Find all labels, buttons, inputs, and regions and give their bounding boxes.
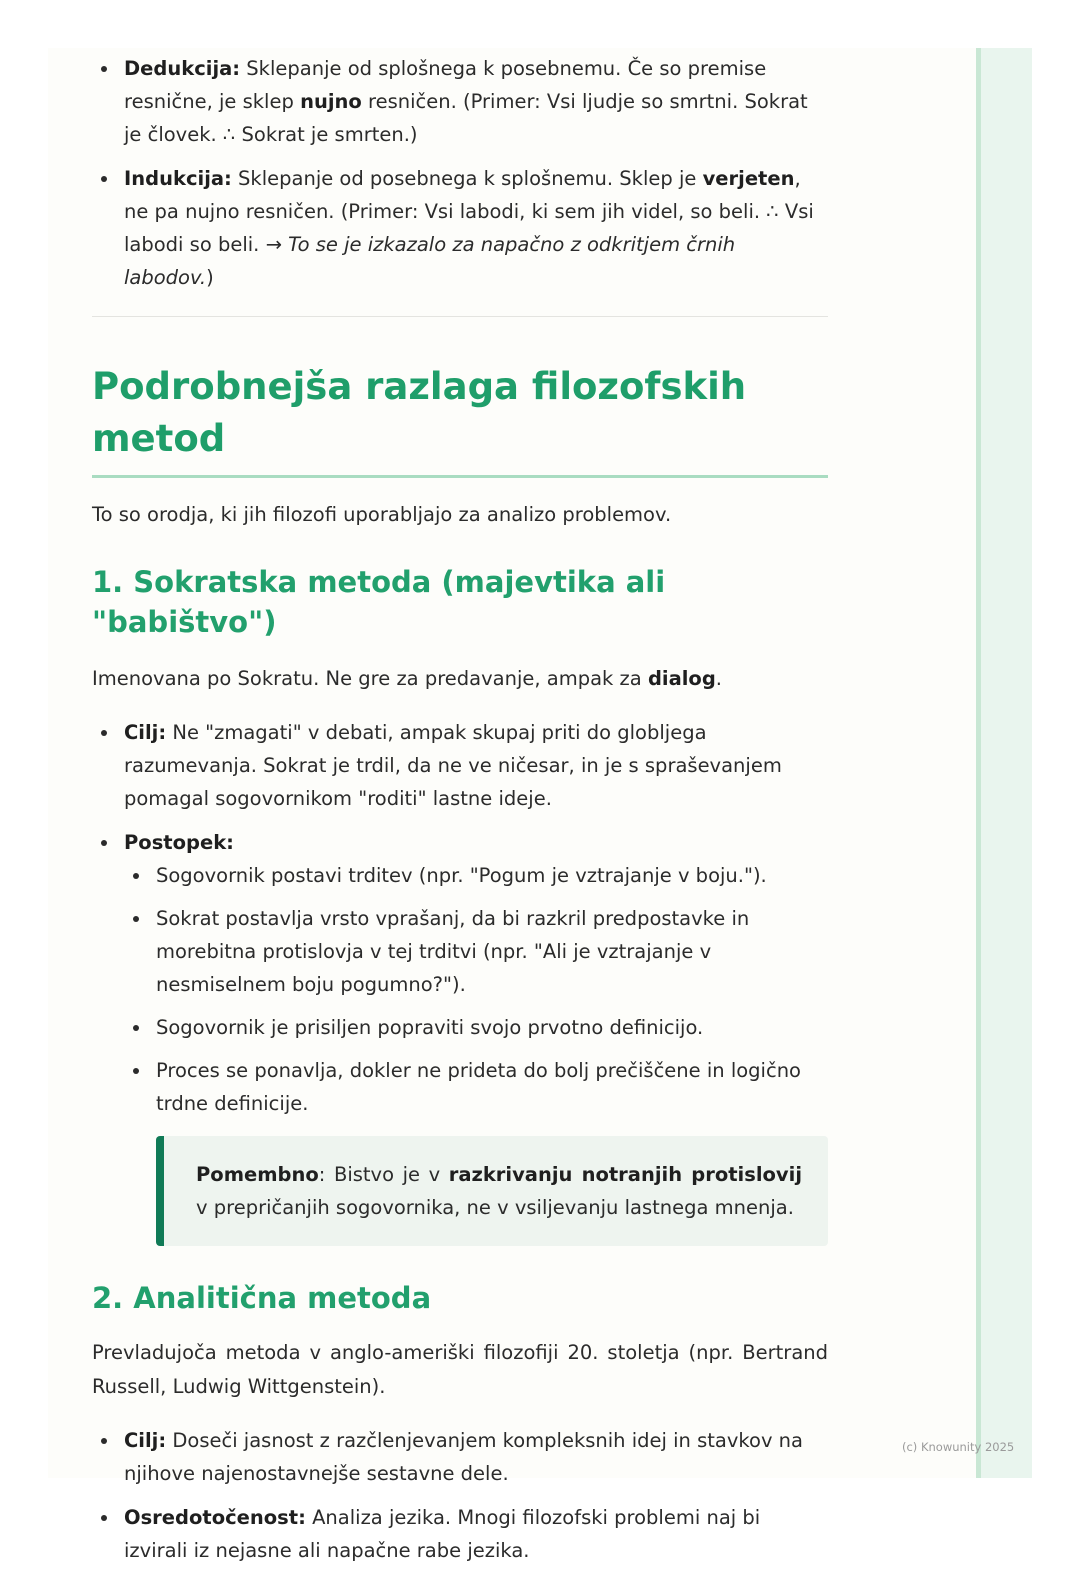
divider <box>92 316 828 317</box>
list-item-analytic-goal <box>92 1424 828 1490</box>
reasoning-list <box>92 52 828 294</box>
procedure-step: Proces se ponavlja, dokler ne prideta do bolj prečiščene in logično trdne definicije. <box>124 1054 828 1120</box>
term-analytic-goal: Cilj: <box>124 1429 167 1452</box>
procedure-step: Sokrat postavlja vrsto vprašanj, da bi razkril predpostavke in morebitna protislovja v tej trditvi (npr. "Ali je vztrajanje v nesmiselnem boju pogumno?"). <box>124 902 828 1001</box>
document-content <box>92 48 828 1578</box>
intro-paragraph: To so orodja, ki jih filozofi uporabljajo za analizo problemov. <box>92 503 672 526</box>
list-item-focus <box>92 1501 828 1567</box>
list-item-induction <box>92 162 828 294</box>
analytic-lead: Prevladujoča metoda v anglo-ameriški filozofiji 20. stoletja (npr. Bertrand Russell, Ludwig Wittgenstein). <box>92 1341 828 1398</box>
term-induction: Indukcija: <box>124 167 232 190</box>
induction-italic: To se je izkazalo za napačno z odkritjem črnih labodov. <box>124 233 736 289</box>
deduction-text-2: resničen. (Primer: Vsi ljudje so smrtni. Sokrat je človek. ∴ Sokrat je smrten.) <box>124 90 808 146</box>
important-callout <box>156 1136 828 1246</box>
term-goal: Cilj: <box>124 721 167 744</box>
procedure-step: Sogovornik je prisiljen popraviti svojo prvotno definicijo. <box>124 1011 828 1044</box>
analytic-goal-text: Doseči jasnost z razčlenjevanjem kompleksnih idej in stavkov na njihove najenostavnejše sestavne dele. <box>124 1429 803 1485</box>
section-heading-analytic: 2. Analitična metoda <box>92 1281 432 1315</box>
page-title: Podrobnejša razlaga filozofskih metod <box>92 361 828 478</box>
callout-text-1: : Bistvo je v <box>318 1163 449 1186</box>
term-procedure: Postopek: <box>124 831 234 854</box>
callout-text-2: v prepričanjih sogovornika, ne v vsiljevanju lastnega mnenja. <box>196 1196 794 1219</box>
goal-text: Ne "zmagati" v debati, ampak skupaj priti do globljega razumevanja. Sokrat je trdil, da ne ve ničesar, in je s spraševanjem pomagal sogovornikom "roditi" lastne ideje. <box>124 721 782 810</box>
deduction-bold: nujno <box>300 90 362 113</box>
deduction-text-1: Sklepanje od splošnega k posebnemu. Če so premise resnične, je sklep <box>124 57 767 113</box>
induction-bold: verjeten <box>702 167 795 190</box>
socratic-lead-bold: dialog <box>647 667 716 690</box>
term-focus: Osredotočenost: <box>124 1506 306 1529</box>
focus-text: Analiza jezika. Mnogi filozofski problemi naj bi izvirali iz nejasne ali napačne rabe jezika. <box>124 1506 761 1562</box>
copyright-footer: (c) Knowunity 2025 <box>902 1440 1015 1454</box>
analytic-list <box>92 1424 828 1567</box>
induction-text-2: , ne pa nujno resničen. (Primer: Vsi labodi, ki sem jih videl, so beli. ∴ Vsi labodi so beli. → <box>124 167 814 256</box>
callout-label: Pomembno <box>196 1163 319 1186</box>
socratic-list <box>92 716 828 1120</box>
induction-text-3: ) <box>206 266 214 289</box>
procedure-steps <box>124 859 828 1120</box>
section-heading-socratic: 1. Sokratska metoda (majevtika ali "babištvo") <box>92 565 666 639</box>
socratic-lead-text: Imenovana po Sokratu. Ne gre za predavanje, ampak za <box>92 667 648 690</box>
list-item-goal <box>92 716 828 815</box>
list-item-deduction <box>92 52 828 151</box>
procedure-step: Sogovornik postavi trditev (npr. "Pogum je vztrajanje v boju."). <box>124 859 828 892</box>
socratic-lead <box>92 662 828 696</box>
callout-bold: razkrivanju notranjih protislovij <box>448 1163 803 1186</box>
term-deduction: Dedukcija: <box>124 57 241 80</box>
socratic-lead-end: . <box>715 667 722 690</box>
induction-text-1: Sklepanje od posebnega k splošnemu. Sklep je <box>231 167 703 190</box>
side-margin-strip <box>976 48 1032 1478</box>
list-item-procedure <box>92 826 828 1120</box>
